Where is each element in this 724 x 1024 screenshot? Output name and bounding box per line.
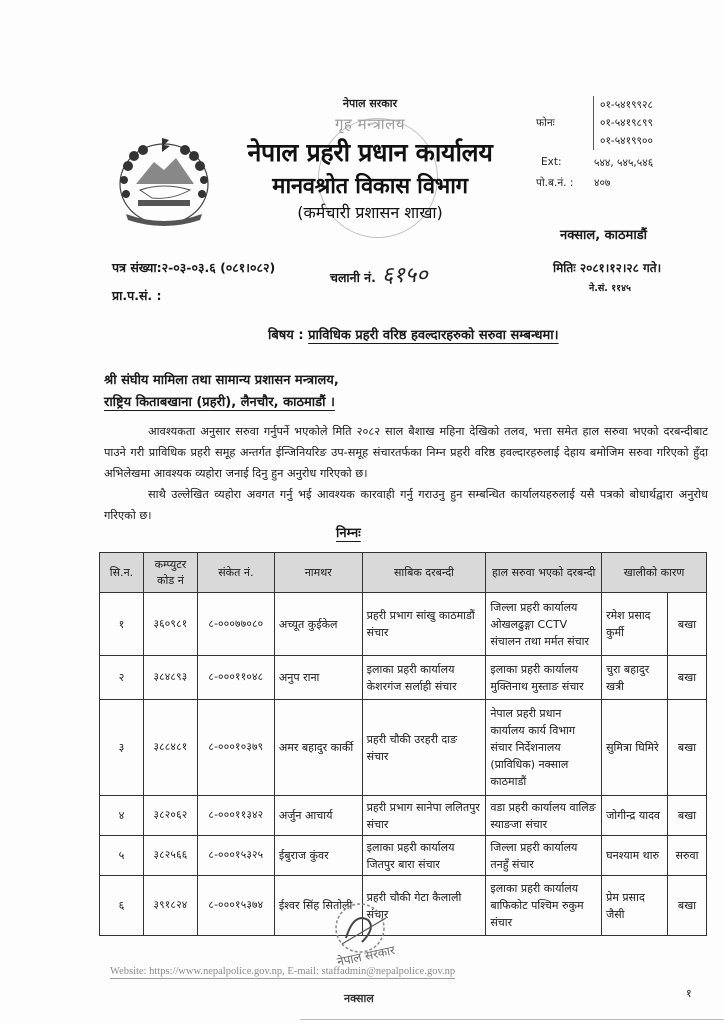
cell-name: ईश्वर सिंह सितोली — [274, 876, 362, 936]
office-address: नक्साल, काठमाडौं — [560, 228, 648, 243]
ext-value: ५४४, ५४५,५४६ — [594, 157, 654, 169]
header-computer-code: कम्प्युटर कोड नं — [143, 553, 197, 593]
cell-code: ३९१८२४ — [143, 876, 197, 936]
table-header-row — [100, 553, 707, 593]
cell-vacancy-person: चुरा बहादुर खत्री — [602, 656, 668, 700]
cell-current: नेपाल प्रहरी प्रधान कार्यालय कार्य विभाग संचार निर्देशनालय (प्राविधिक) नक्साल काठमाडौं — [486, 700, 602, 796]
cell-vacancy-reason: बखा — [667, 656, 706, 700]
phone-number: ०१-५४१९९०० — [600, 135, 653, 147]
cell-previous: प्रहरी प्रभाग सांखु काठमाडौं संचार — [362, 593, 486, 656]
cell-name: अर्जुन आचार्य — [274, 796, 362, 836]
dispatch-label: चलानी नं. — [330, 270, 376, 285]
ext-label: Ext: — [541, 156, 562, 168]
cell-vacancy-reason: बखा — [667, 796, 706, 836]
addressee-line-1: श्री संघीय मामिला तथा सामान्य प्रशासन मन्त्रालय, — [104, 373, 339, 388]
cell-name: अच्यूत कुईकेल — [274, 593, 362, 656]
table-row — [100, 796, 707, 836]
cell-name: अनुप राना — [274, 656, 362, 700]
addressee-line-2: राष्ट्रिय किताबखाना (प्रहरी), लैनचौर, काठमाडौं । — [104, 395, 335, 410]
department-name: मानवश्रोत विकास विभाग — [272, 174, 468, 199]
contact-block — [536, 96, 716, 190]
cell-name: अमर बहादुर कार्की — [274, 700, 362, 796]
official-seal-icon — [302, 898, 422, 1008]
subject-line — [268, 325, 559, 343]
header-previous-post: साबिक दरबन्दी — [362, 553, 486, 593]
addressee — [104, 370, 339, 414]
cell-sn: ६ — [100, 876, 144, 936]
phone-number: ०१-५४१९९२८ — [600, 99, 653, 111]
subject-label: बिषय : — [268, 328, 304, 343]
cell-code: ३८८४८१ — [143, 700, 197, 796]
phone-label: फोनः — [536, 117, 555, 129]
body-paragraph-2: साथै उल्लेखित व्यहोरा अवगत गर्नु भई आवश्यक कारवाही गर्नु गराउनु हुन सम्बन्धित कार्यालयहरुलाई यसै पत्रको बोधार्थद्वारा अनुरोध गरिएको छ। — [104, 488, 708, 522]
cell-id: ८-०००१५३७४ — [197, 876, 274, 936]
dispatch-number — [330, 259, 428, 289]
cell-sn: ३ — [100, 700, 144, 796]
po-box-label: पो.ब.नं. : — [536, 177, 574, 189]
cell-previous: इलाका प्रहरी कार्यालय केशरगंज सर्लाही संचार — [362, 656, 486, 700]
page-number: १ — [686, 987, 692, 1000]
header-current-post: हाल सरुवा भएको दरबन्दी — [486, 553, 602, 593]
nepal-samvat: ने.सं. ११४५ — [589, 283, 631, 294]
office-name: नेपाल प्रहरी प्रधान कार्यालय — [247, 138, 493, 167]
header-id-number: संकेत नं. — [197, 553, 274, 593]
cell-previous: प्रहरी चौकी गेटा कैलाली संचार — [362, 876, 486, 936]
cell-code: ३८२०६२ — [143, 796, 197, 836]
prapas-label: प्रा.प.सं. : — [112, 288, 162, 303]
cell-vacancy-person: घनश्याम थारु — [602, 836, 668, 876]
cell-current: जिल्ला प्रहरी कार्यालय ओखलढुङ्गा CCTV संचालन तथा मर्मत संचार — [486, 593, 602, 656]
cell-vacancy-reason: बखा — [667, 700, 706, 796]
cell-current: इलाका प्रहरी कार्यालय बाफिकोट पश्चिम रुकुम संचार — [486, 876, 602, 936]
letter-date: मितिः २०८१।१२।२८ गते। — [553, 261, 662, 275]
cell-vacancy-person: प्रेम प्रसाद जैसी — [602, 876, 668, 936]
cell-sn: ४ — [100, 796, 144, 836]
table-row — [100, 836, 707, 876]
cell-current: वडा प्रहरी कार्यालय वालिङ स्याङजा संचार — [486, 796, 602, 836]
cell-code: ३८४८९३ — [143, 656, 197, 700]
cell-vacancy-person: जोगीन्द्र यादव — [602, 796, 668, 836]
cell-vacancy-person: सुमित्रा घिमिरे — [602, 700, 668, 796]
cell-vacancy-reason: बखा — [667, 876, 706, 936]
ministry-name: गृह मन्त्रालय — [334, 115, 406, 133]
header-sn: सि.न. — [100, 553, 144, 593]
cell-name: ईबुराज कुंवर — [274, 836, 362, 876]
government-name: नेपाल सरकार — [342, 97, 398, 110]
cell-sn: १ — [100, 593, 144, 656]
header-vacancy-reason: खालीको कारण — [602, 553, 707, 593]
cell-previous: इलाका प्रहरी कार्यालय जितपुर बारा संचार — [362, 836, 486, 876]
table-row — [100, 700, 707, 796]
bottom-rule — [300, 1019, 724, 1020]
cell-code: ३६०९८१ — [143, 593, 197, 656]
cell-id: ८-०००७७०८० — [197, 593, 274, 656]
letter-number: पत्र संख्या:२-०३-०३.६ (०८१।०८२) — [112, 260, 276, 275]
cell-id: ८-०००१५३२५ — [197, 836, 274, 876]
stamp-place: नक्साल — [344, 992, 374, 1005]
cell-sn: २ — [100, 656, 144, 700]
phone-list — [593, 96, 653, 150]
cell-vacancy-person: रमेश प्रसाद कुर्मी — [602, 593, 668, 656]
dispatch-value: ६१५० — [381, 263, 428, 288]
phone-number: ०१-५४१९८९९ — [600, 117, 653, 129]
cell-previous: प्रहरी प्रभाग सानेपा ललितपुर संचार — [362, 796, 486, 836]
cell-id: ८-०००११०४८ — [197, 656, 274, 700]
header-name: नामथर — [274, 553, 362, 593]
table-row — [100, 593, 707, 656]
cell-id: ८-०००११३४२ — [197, 796, 274, 836]
cell-code: ३८२५६६ — [143, 836, 197, 876]
transfer-table — [99, 552, 707, 936]
subject-text: प्राविधिक प्रहरी वरिष्ठ हवल्दारहरुको सरुवा सम्बन्धमा। — [308, 328, 559, 343]
cell-id: ८-०००१०३७९ — [197, 700, 274, 796]
cell-vacancy-reason: बखा — [667, 593, 706, 656]
cell-previous: प्रहरी चौकी उरहरी दाङ संचार — [362, 700, 486, 796]
cell-sn: ५ — [100, 836, 144, 876]
body-paragraph-1: आवश्यकता अनुसार सरुवा गर्नुपर्ने भएकोले मिति २०८२ साल बैशाख महिना देखिको तलव, भत्ता समेत हाल सरुवा भएको दरबन्दीबाट पाउने गरी प्राविधिक प्रहरी समूह अन्तर्गत ईन्जिनियरिङ उप-समूह संचारतर्फका निम्न प्रहरी वरिष्ठ हवल्दारहरुलाई देहाय बमोजिम सरुवा गरिएको हुँदा अभिलेखमा आवश्यक व्यहोरा जनाई दिनु हुन अनुरोध गरिएको छ। — [104, 425, 708, 480]
stamp-text: नेपाल सरकार — [335, 943, 397, 969]
po-box-value: ४०७ — [594, 177, 611, 189]
letterhead — [200, 96, 540, 223]
cell-current: इलाका प्रहरी कार्यालय मुक्तिनाथ मुस्ताङ संचार — [486, 656, 602, 700]
cell-vacancy-reason: सरुवा — [667, 836, 706, 876]
branch-name: (कर्मचारी प्रशासन शाखा) — [297, 203, 443, 222]
list-heading: निम्नः — [336, 526, 361, 541]
cell-current: जिल्ला प्रहरी कार्यालय तनहुँ संचार — [486, 836, 602, 876]
footer-website: Website: https://www.nepalpolice.gov.np, E-mail: staffadmin@nepalpolice.gov.np — [110, 966, 456, 977]
table-row — [100, 656, 707, 700]
